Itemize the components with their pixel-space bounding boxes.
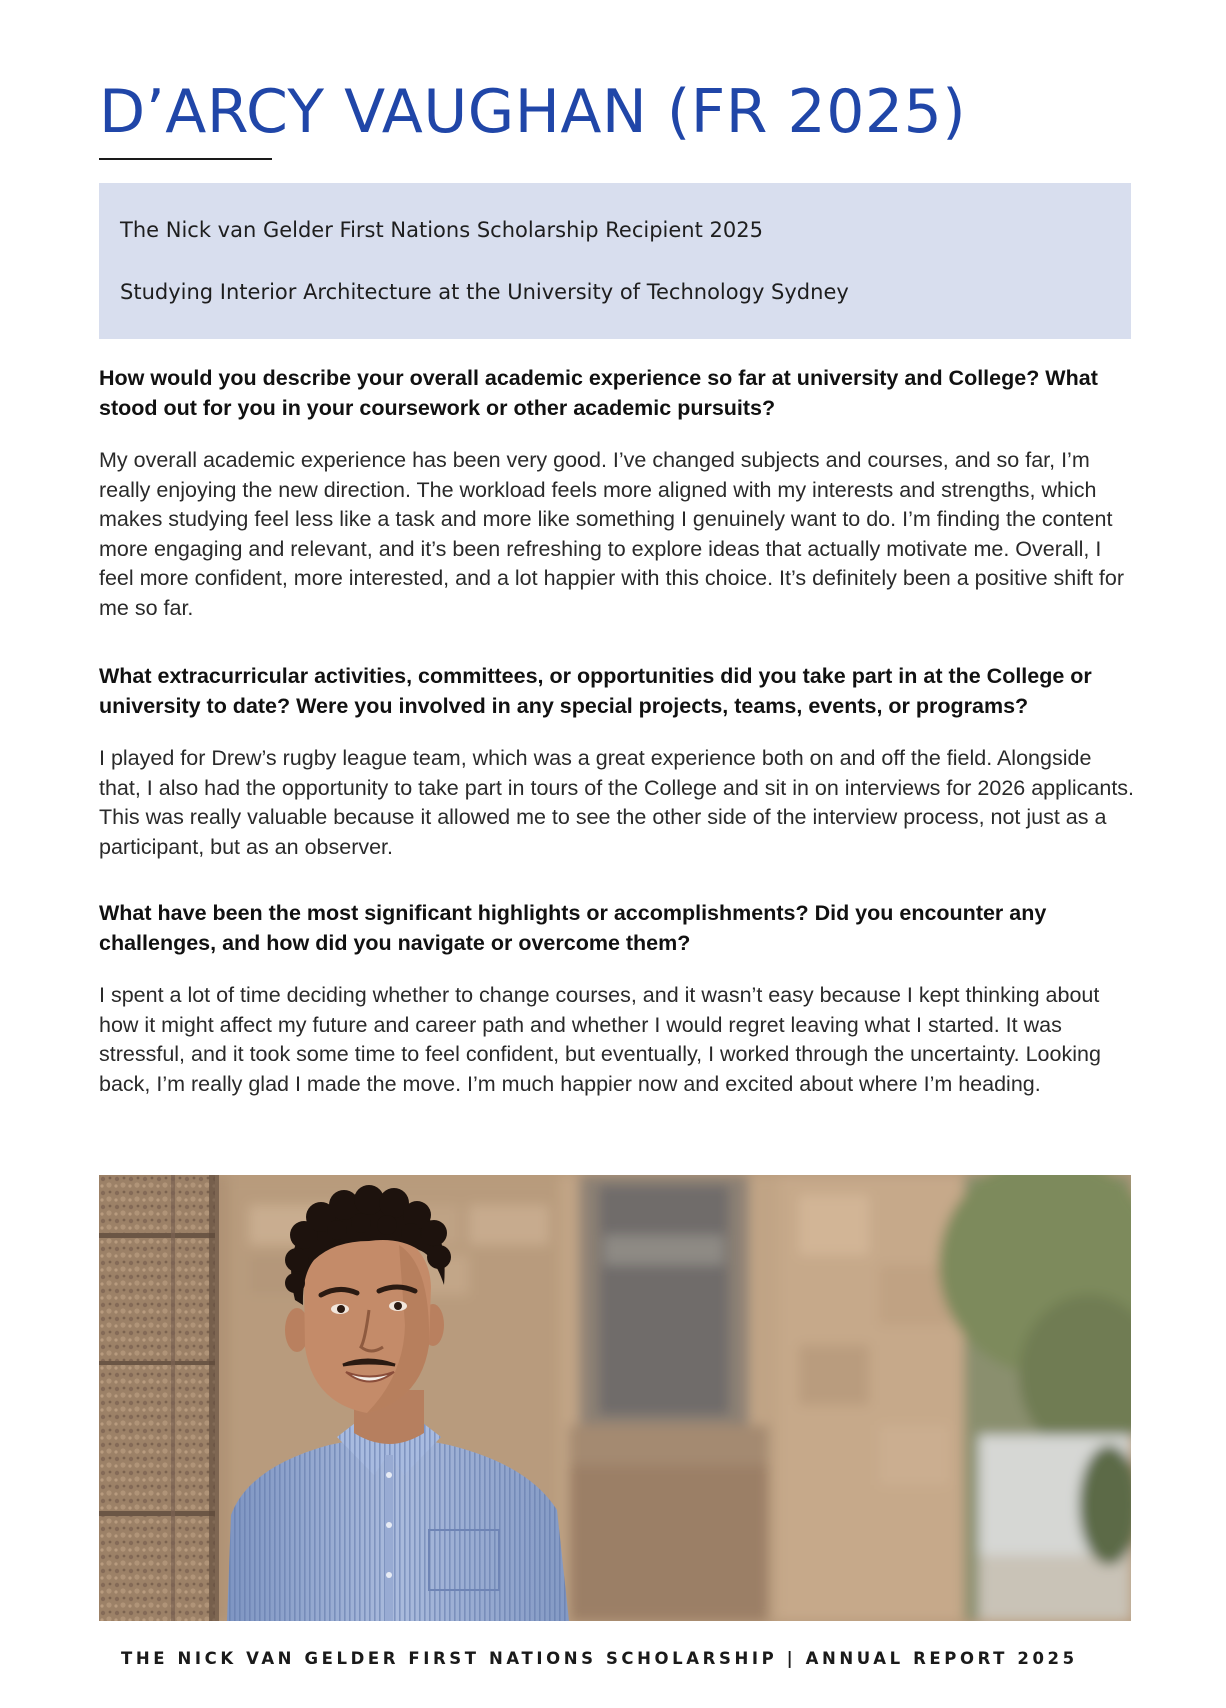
study-line: Studying Interior Architecture at the University of Technology Sydney xyxy=(120,280,849,304)
answer-extracurricular: I played for Drew’s rugby league team, which was a great experience both on and off the field. Alongside that, I also had the opportunity to take part in tours of the College and sit in on interviews for 2026 applicants. This was really valuable because it allowed me to see the other side of the interview process, not just as a participant, but as an observer. xyxy=(99,746,1135,859)
question-highlights: What have been the most significant highlights or accomplishments? Did you encounter any challenges, and how did you navigate or overcome them? xyxy=(99,901,1047,955)
answer-academic: My overall academic experience has been very good. I’ve changed subjects and courses, and so far, I’m really enjoying the new direction. The workload feels more aligned with my interests and strengths, which makes studying feel less like a task and more like something I genuinely want to do. I’m finding the content more engaging and relevant, and it’s been refreshing to explore ideas that actually motivate me. Overall, I feel more confident, more interested, and a lot happier with this choice. It’s definitely been a positive shift for me so far. xyxy=(99,448,1124,620)
title-underline xyxy=(99,158,272,160)
page-title: D’ARCY VAUGHAN (FR 2025) xyxy=(99,77,967,147)
scholarship-line: The Nick van Gelder First Nations Scholarship Recipient 2025 xyxy=(120,218,763,242)
footer-text: THE NICK VAN GELDER FIRST NATIONS SCHOLARSHIP | ANNUAL REPORT 2025 xyxy=(121,1649,1078,1668)
portrait-illustration xyxy=(99,1175,1131,1621)
answer-highlights: I spent a lot of time deciding whether to change courses, and it wasn’t easy because I kept thinking about how it might affect my future and career path and whether I would regret leaving what I started. It was stressful, and it took some time to feel confident, but eventually, I worked through the uncertainty. Looking back, I’m really glad I made the move. I’m much happier now and excited about where I’m heading. xyxy=(99,983,1101,1096)
info-box xyxy=(99,183,1131,339)
question-extracurricular: What extracurricular activities, committees, or opportunities did you take part in at the College or university to date? Were you involved in any special projects, teams, events, or programs? xyxy=(99,664,1092,718)
portrait-photo xyxy=(99,1175,1131,1621)
question-academic: How would you describe your overall academic experience so far at university and College? What stood out for you in your coursework or other academic pursuits? xyxy=(99,366,1098,420)
